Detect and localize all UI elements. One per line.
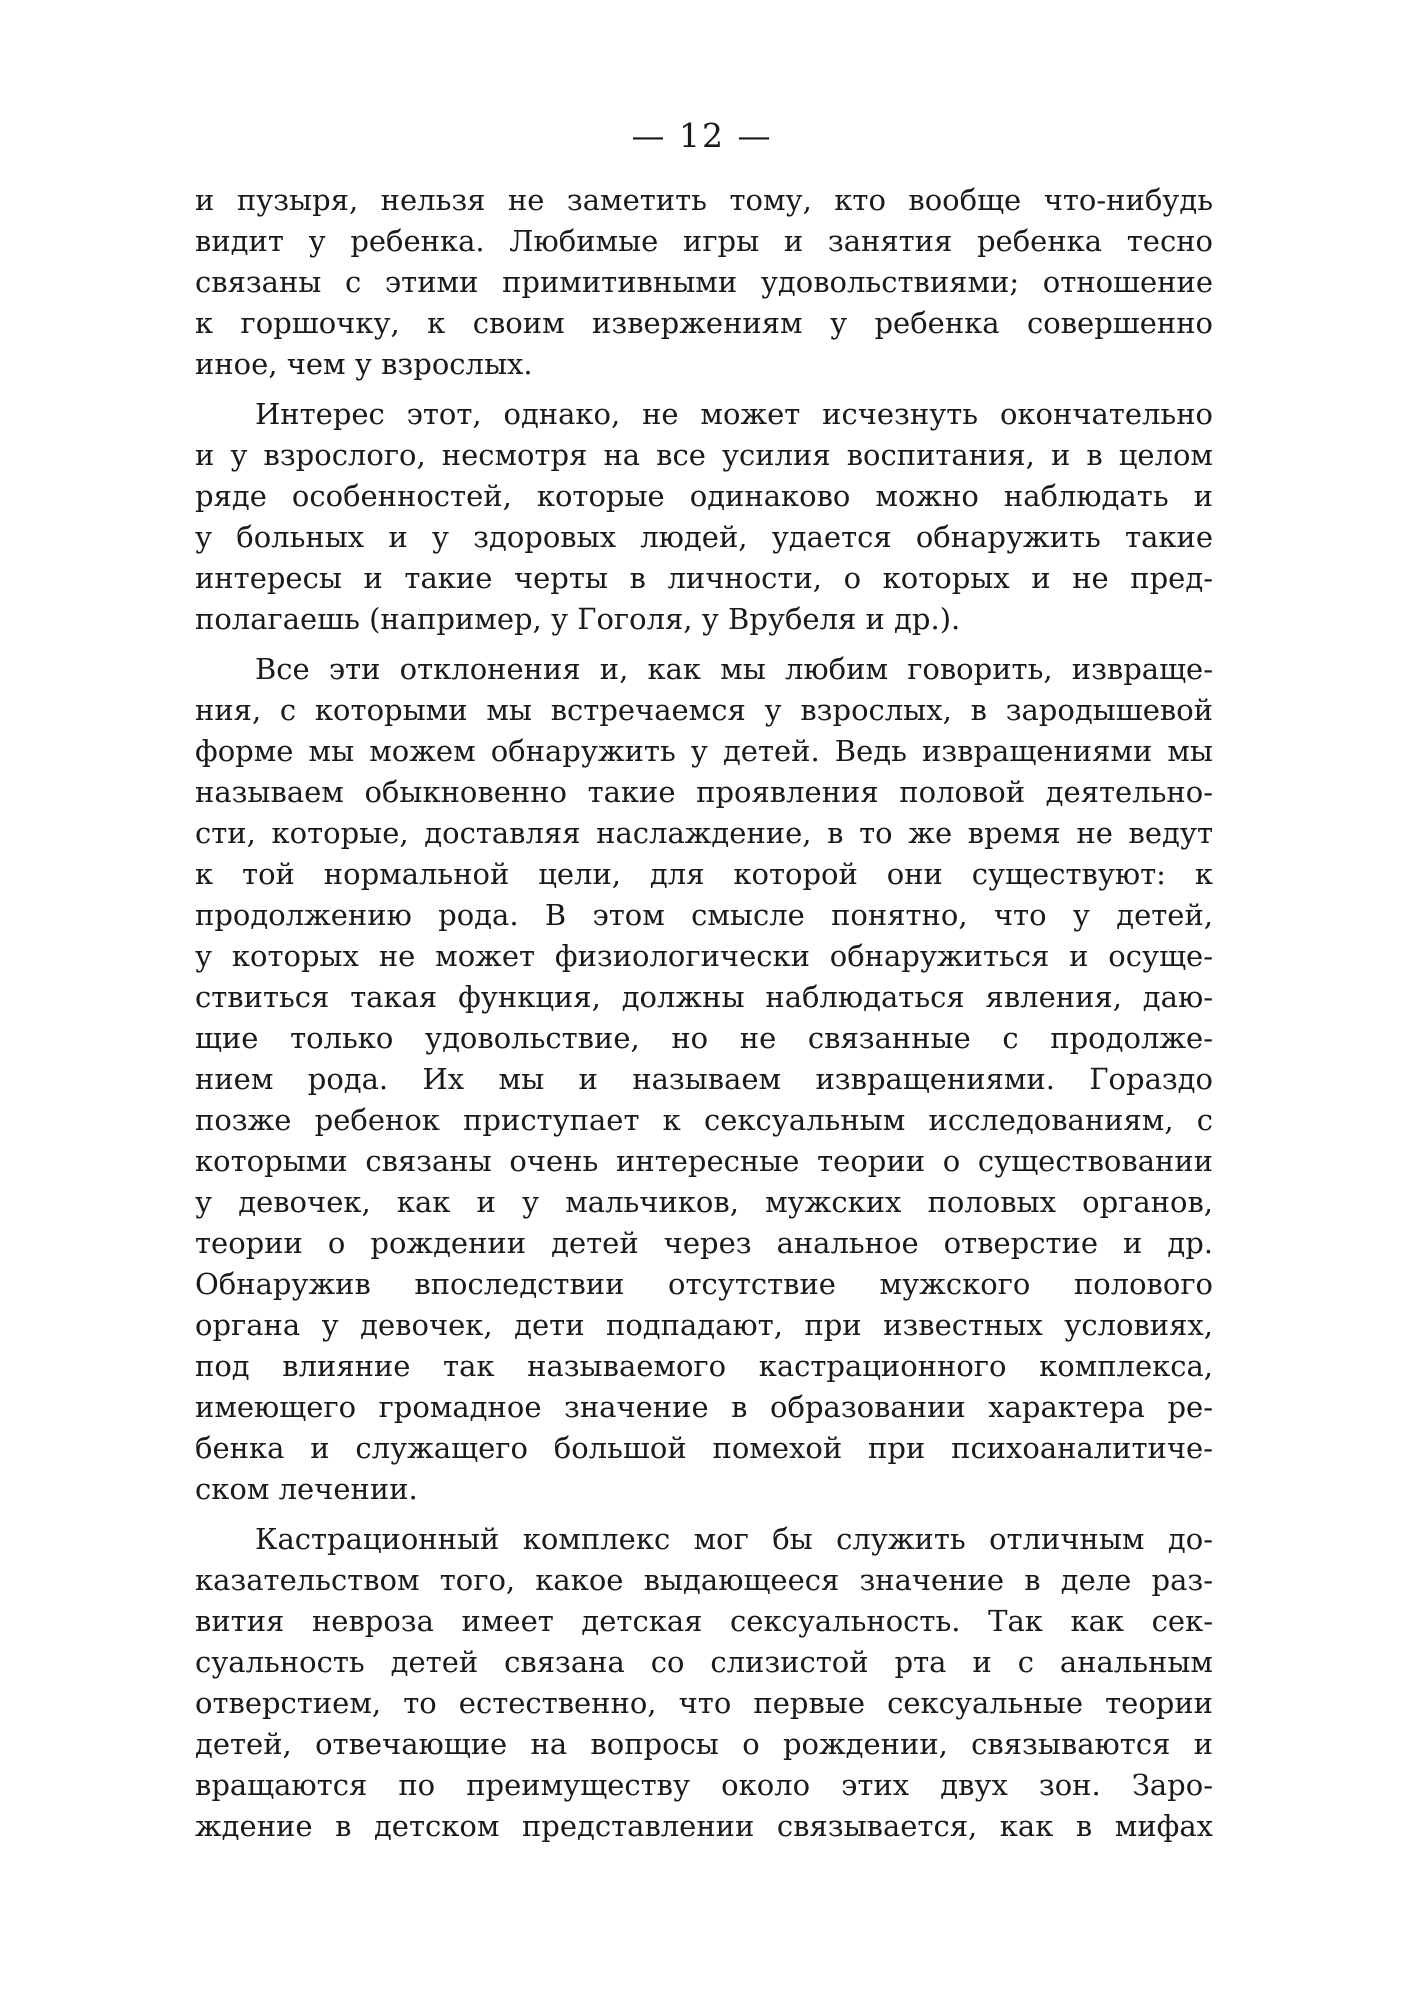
text-line: видит у ребенка. Любимые игры и занятия ребенка тесно <box>195 224 1213 258</box>
paragraph <box>195 1519 1213 1847</box>
text-line: детей, отвечающие на вопросы о рождении, связываются и <box>195 1727 1213 1761</box>
text-line: продолжению рода. В этом смысле понятно, что у детей, <box>195 898 1213 932</box>
text-line: форме мы можем обнаружить у детей. Ведь извращениями мы <box>195 734 1213 768</box>
text-line: позже ребенок приступает к сексуальным исследованиям, с <box>195 1103 1213 1137</box>
text-line: ждение в детском представлении связывается, как в мифах <box>195 1809 1213 1843</box>
text-line: к горшочку, к своим извержениям у ребенка совершенно <box>195 306 1213 340</box>
text-line: сти, которые, доставляя наслаждение, в то же время не ведут <box>195 816 1213 850</box>
text-line: у которых не может физиологически обнаружиться и осуще- <box>195 939 1213 973</box>
page-number: — 12 — <box>631 116 773 155</box>
text-line: вращаются по преимуществу около этих двух зон. Заро- <box>195 1768 1213 1802</box>
text-line: у девочек, как и у мальчиков, мужских половых органов, <box>195 1185 1213 1219</box>
text-line: к той нормальной цели, для которой они существуют: к <box>195 857 1213 891</box>
text-line: ском лечении. <box>195 1472 418 1506</box>
body-text <box>195 180 1213 1847</box>
text-line: нием рода. Их мы и называем извращениями. Гораздо <box>195 1062 1213 1096</box>
text-line: вития невроза имеет детская сексуальность. Так как сек- <box>195 1604 1213 1638</box>
text-line: ряде особенностей, которые одинаково можно наблюдать и <box>195 479 1213 513</box>
text-line: Интерес этот, однако, не может исчезнуть окончательно <box>255 397 1213 431</box>
text-line: ния, с которыми мы встречаемся у взрослых, в зародышевой <box>195 693 1213 727</box>
paragraph <box>195 649 1213 1510</box>
text-line: иное, чем у взрослых. <box>195 347 533 381</box>
paragraph <box>195 394 1213 640</box>
text-line: теории о рождении детей через анальное отверстие и др. <box>195 1226 1213 1260</box>
text-line: у больных и у здоровых людей, удается обнаружить такие <box>195 520 1213 554</box>
text-line: казательством того, какое выдающееся значение в деле раз- <box>195 1563 1213 1597</box>
text-line: полагаешь (например, у Гоголя, у Врубеля и др.). <box>195 602 961 636</box>
text-line: Все эти отклонения и, как мы любим говорить, извраще- <box>255 652 1213 686</box>
text-line: связаны с этими примитивными удовольствиями; отношение <box>195 265 1213 299</box>
text-line: щие только удовольствие, но не связанные с продолже- <box>195 1021 1213 1055</box>
text-line: отверстием, то естественно, что первые сексуальные теории <box>195 1686 1213 1720</box>
text-line: и пузыря, нельзя не заметить тому, кто вообще что-нибудь <box>195 183 1213 217</box>
text-line: ствиться такая функция, должны наблюдаться явления, даю- <box>195 980 1213 1014</box>
text-line: и у взрослого, несмотря на все усилия воспитания, и в целом <box>195 438 1213 472</box>
text-line: Кастрационный комплекс мог бы служить отличным до- <box>255 1522 1213 1556</box>
text-line: интересы и такие черты в личности, о которых и не пред- <box>195 561 1213 595</box>
text-line: под влияние так называемого кастрационного комплекса, <box>195 1349 1213 1383</box>
text-line: органа у девочек, дети подпадают, при известных условиях, <box>195 1308 1213 1342</box>
text-line: имеющего громадное значение в образовании характера ре- <box>195 1390 1213 1424</box>
text-line: которыми связаны очень интересные теории о существовании <box>195 1144 1213 1178</box>
text-line: называем обыкновенно такие проявления половой деятельно- <box>195 775 1213 809</box>
text-line: суальность детей связана со слизистой рта и с анальным <box>195 1645 1213 1679</box>
text-line: Обнаружив впоследствии отсутствие мужского полового <box>195 1267 1213 1301</box>
paragraph <box>195 180 1213 385</box>
text-line: бенка и служащего большой помехой при психоаналитиче- <box>195 1431 1213 1465</box>
